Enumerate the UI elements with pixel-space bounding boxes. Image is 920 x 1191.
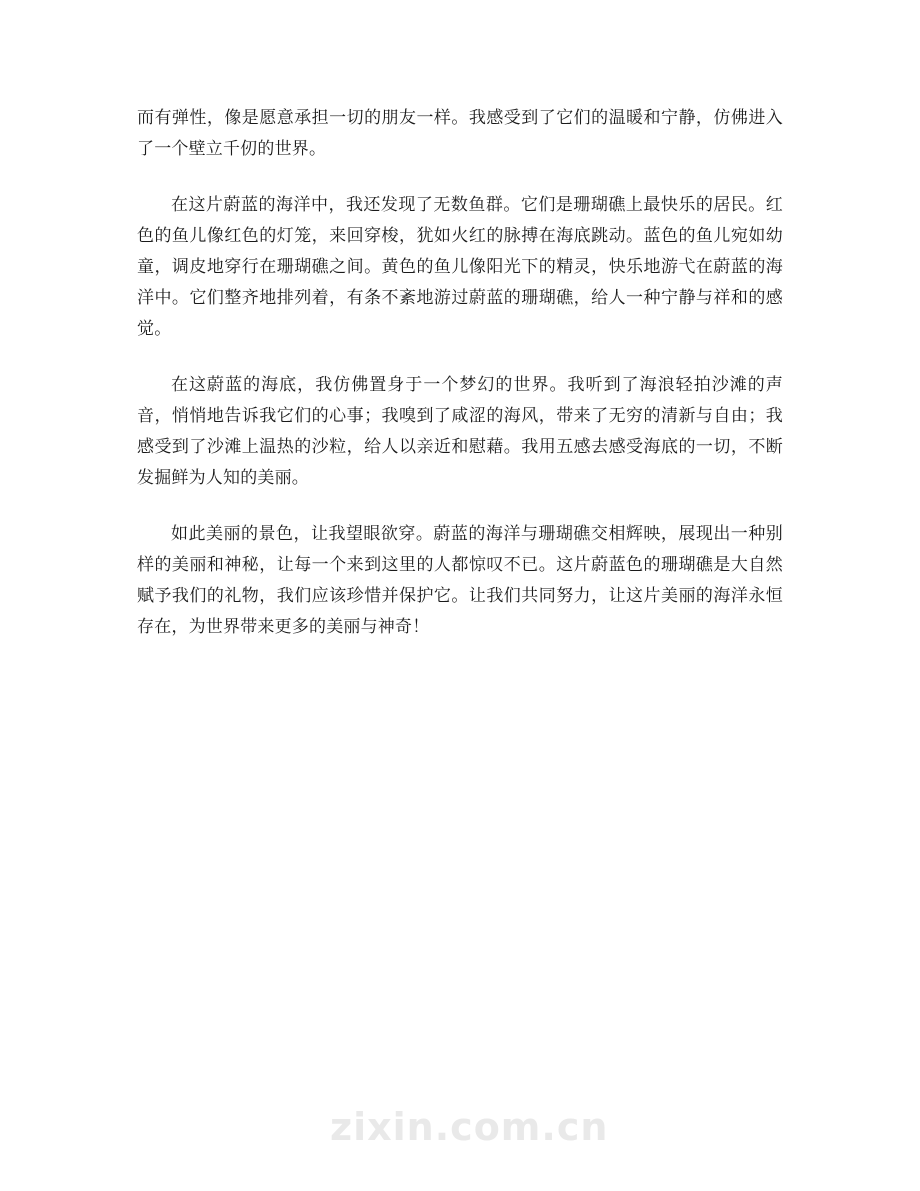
watermark-logo: zixin.com.cn	[330, 1105, 609, 1149]
paragraph-2: 在这片蔚蓝的海洋中，我还发现了无数鱼群。它们是珊瑚礁上最快乐的居民。红色的鱼儿像红色的灯笼，来回穿梭，犹如火红的脉搏在海底跳动。蓝色的鱼儿宛如幼童，调皮地穿行在珊瑚礁之间。黄色的鱼儿像阳光下的精灵，快乐地游弋在蔚蓝的海洋中。它们整齐地排列着，有条不紊地游过蔚蓝的珊瑚礁，给人一种宁静与祥和的感觉。	[137, 195, 783, 339]
paragraph-4: 如此美丽的景色，让我望眼欲穿。蔚蓝的海洋与珊瑚礁交相辉映，展现出一种别样的美丽和神秘，让每一个来到这里的人都惊叹不已。这片蔚蓝色的珊瑚礁是大自然赋予我们的礼物，我们应该珍惜并保护它。让我们共同努力，让这片美丽的海洋永恒存在，为世界带来更多的美丽与神奇！	[137, 524, 783, 637]
paragraph-1: 而有弹性，像是愿意承担一切的朋友一样。我感受到了它们的温暖和宁静，仿佛进入了一个壁立千仞的世界。	[137, 108, 783, 159]
paragraph-3: 在这蔚蓝的海底，我仿佛置身于一个梦幻的世界。我听到了海浪轻拍沙滩的声音，悄悄地告诉我它们的心事；我嗅到了咸涩的海风，带来了无穷的清新与自由；我感受到了沙滩上温热的沙粒，给人以亲近和慰藉。我用五感去感受海底的一切，不断发掘鲜为人知的美丽。	[137, 375, 783, 488]
document-body	[137, 103, 783, 668]
